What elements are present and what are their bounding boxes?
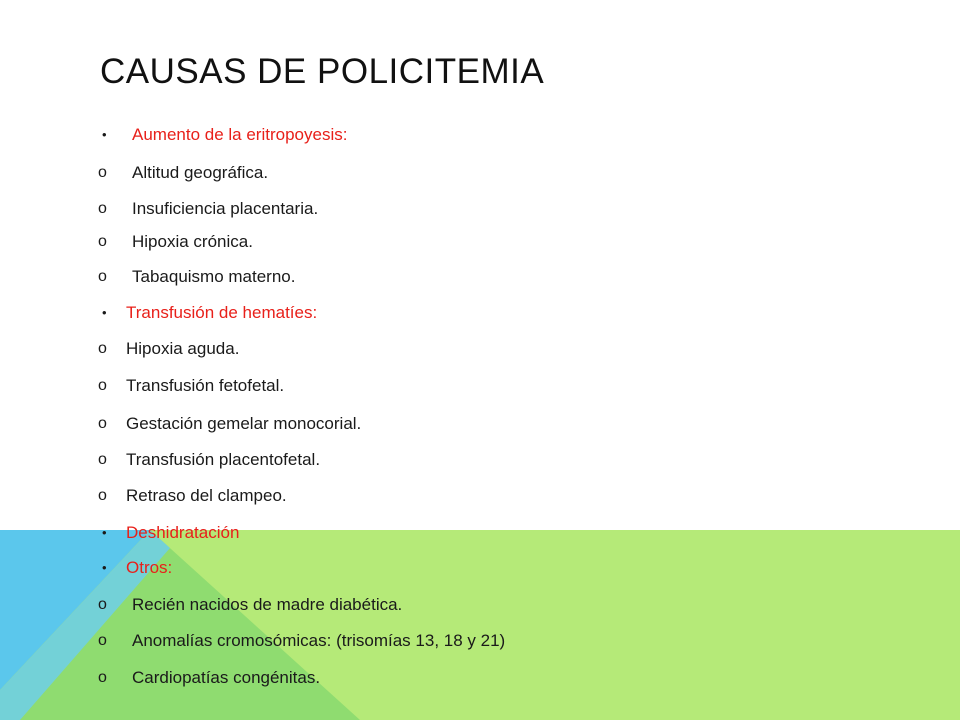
section-heading: Transfusión de hematíes:	[126, 303, 318, 322]
circle-marker: o	[98, 487, 107, 504]
list-item-text: Tabaquismo materno.	[132, 267, 296, 286]
circle-marker: o	[98, 415, 107, 432]
circle-marker: o	[98, 377, 107, 394]
circle-marker: o	[98, 268, 107, 285]
list-item-text: Recién nacidos de madre diabética.	[132, 595, 403, 614]
list-item-text: Cardiopatías congénitas.	[132, 668, 321, 687]
bullet-marker: •	[102, 525, 107, 540]
circle-marker: o	[98, 164, 107, 181]
list-item-text: Transfusión fetofetal.	[126, 376, 285, 395]
bullet-marker: •	[102, 127, 107, 142]
list-item-text: Transfusión placentofetal.	[126, 450, 321, 469]
list-item-text: Hipoxia aguda.	[126, 339, 240, 358]
list-item-text: Insuficiencia placentaria.	[132, 199, 319, 218]
list-item-text: Hipoxia crónica.	[132, 232, 253, 251]
section-heading: Deshidratación	[126, 523, 240, 542]
section-heading: Aumento de la eritropoyesis:	[132, 125, 348, 144]
section-heading: Otros:	[126, 558, 173, 577]
list-item-text: Retraso del clampeo.	[126, 486, 287, 505]
bullet-marker: •	[102, 305, 107, 320]
circle-marker: o	[98, 596, 107, 613]
list-item-text: Anomalías cromosómicas: (trisomías 13, 18 y 21)	[132, 631, 506, 650]
circle-marker: o	[98, 451, 107, 468]
list-item-text: Gestación gemelar monocorial.	[126, 414, 362, 433]
bullet-marker: •	[102, 560, 107, 575]
circle-marker: o	[98, 632, 107, 649]
list-item-text: Altitud geográfica.	[132, 163, 269, 182]
circle-marker: o	[98, 340, 107, 357]
circle-marker: o	[98, 233, 107, 250]
page-title: CAUSAS DE POLICITEMIA	[100, 52, 545, 91]
circle-marker: o	[98, 669, 107, 686]
circle-marker: o	[98, 200, 107, 217]
